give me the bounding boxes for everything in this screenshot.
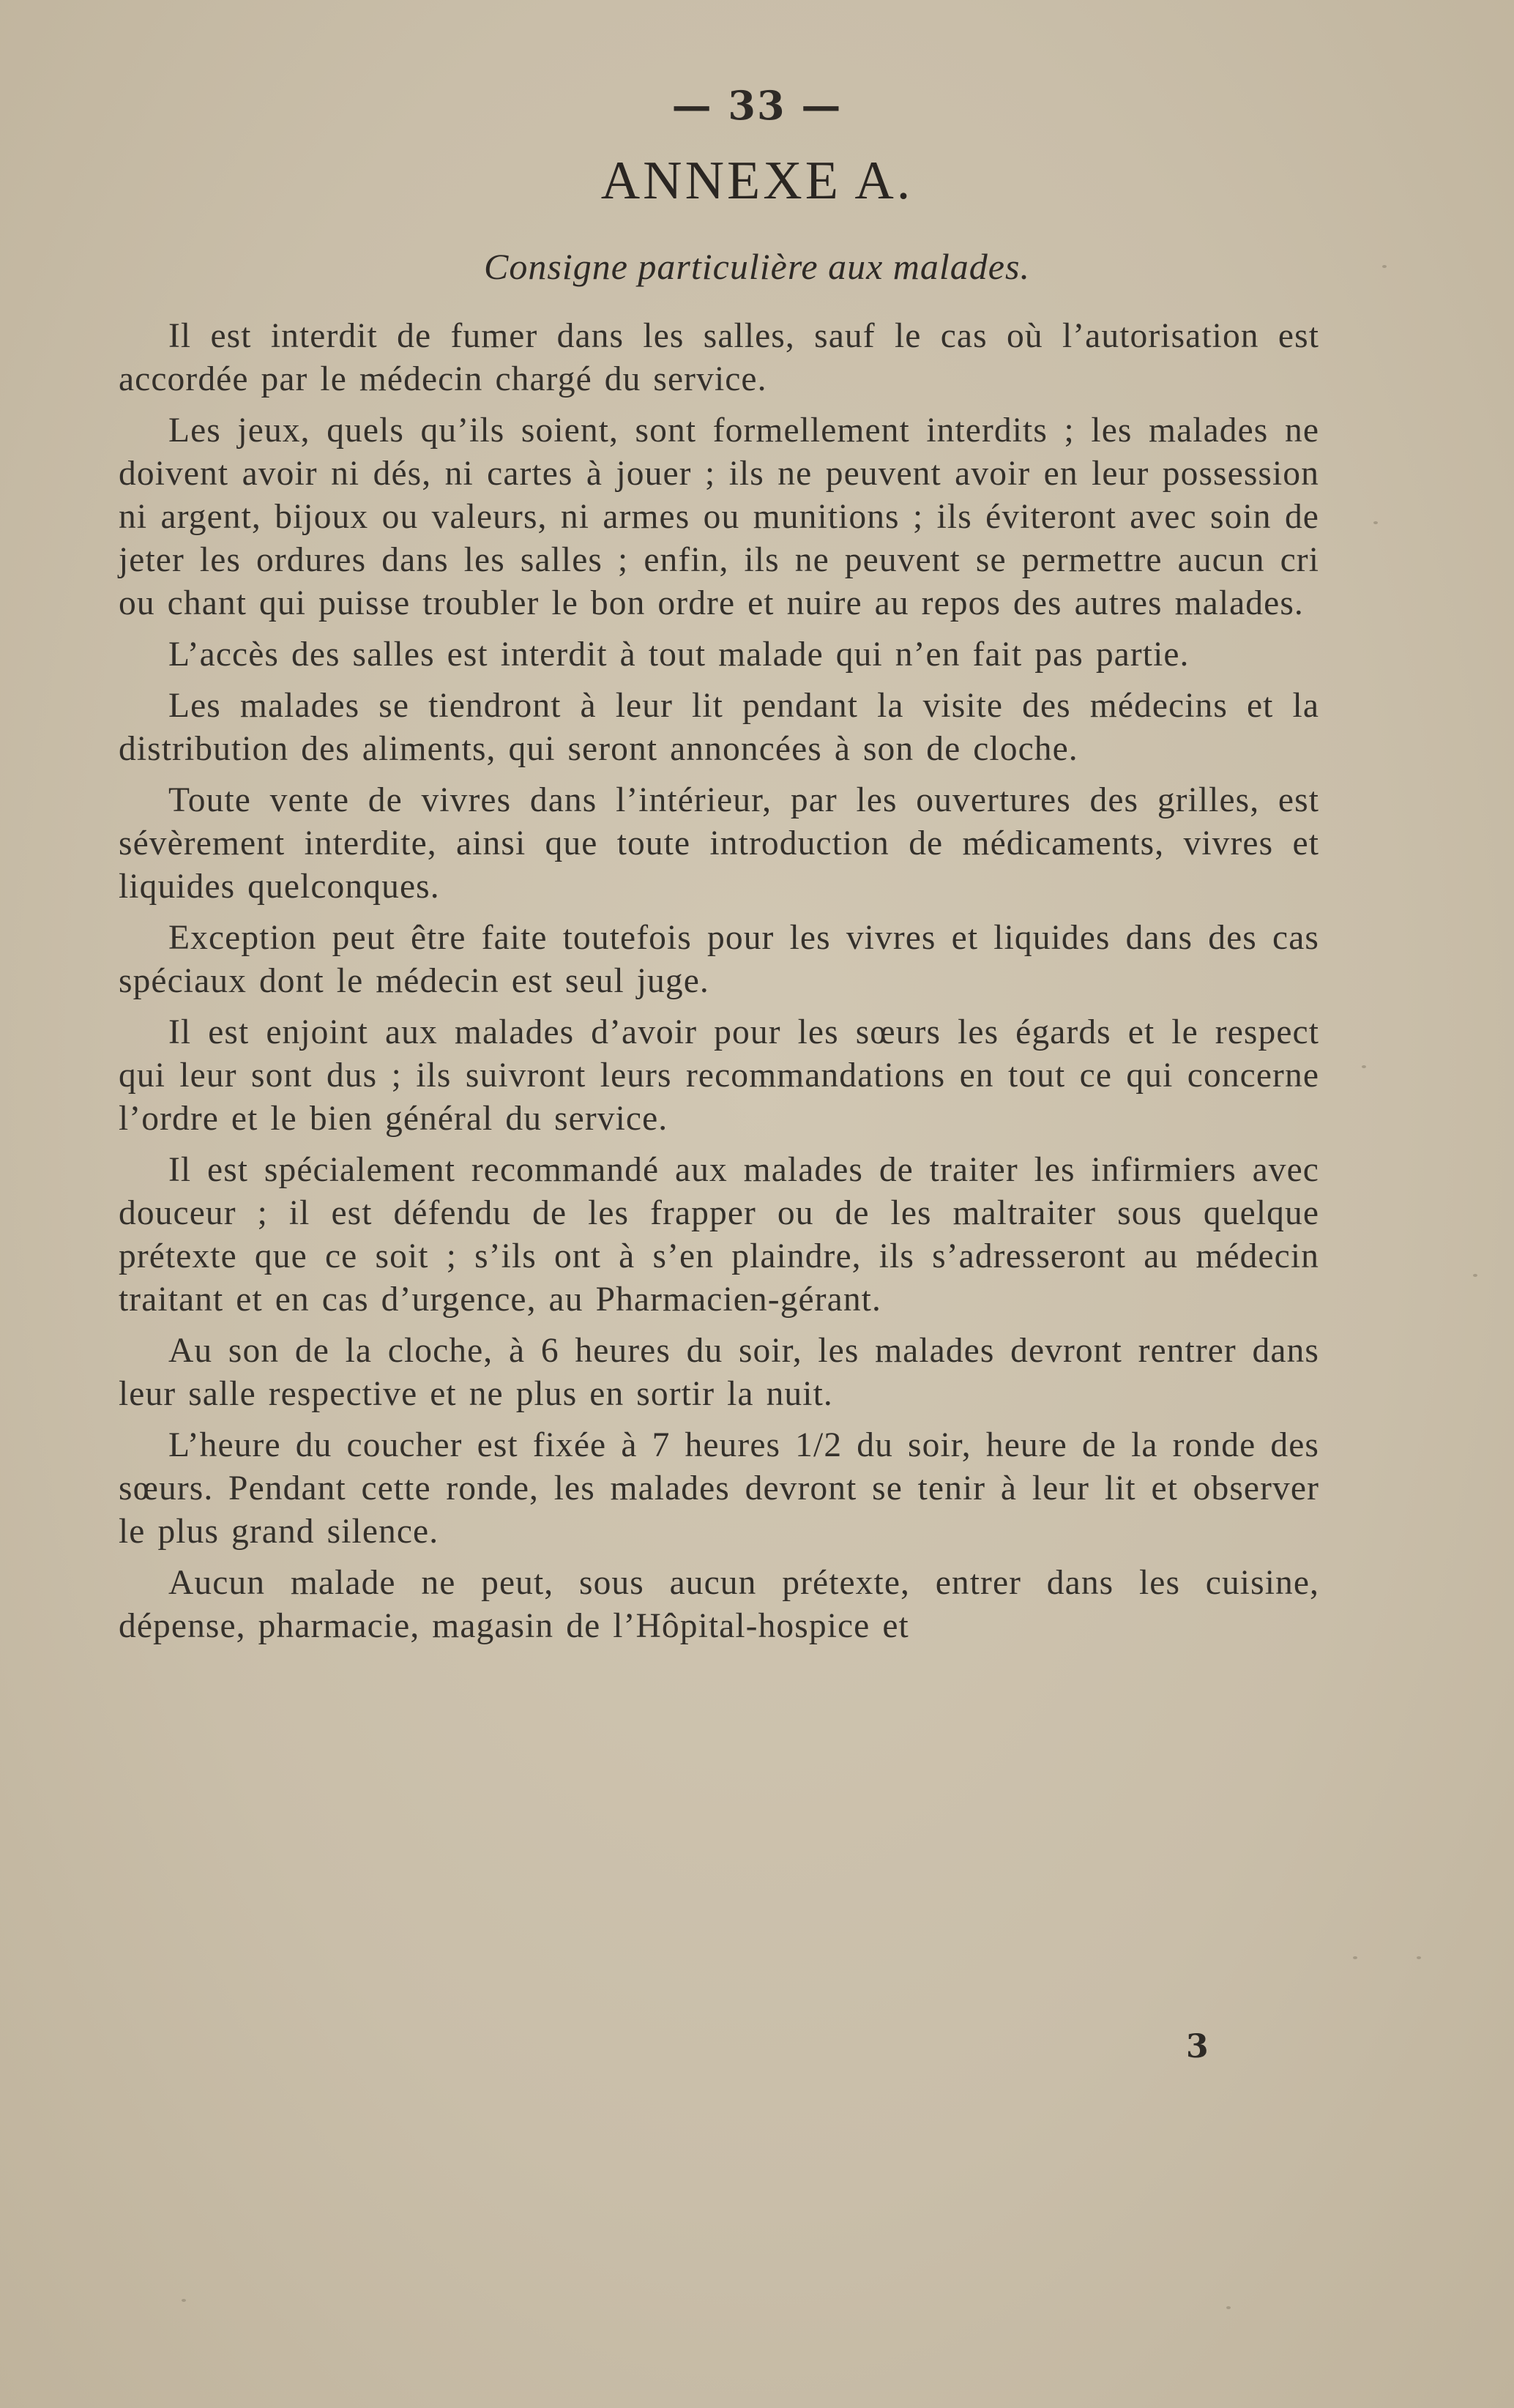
signature-mark: 3 xyxy=(1186,2028,1209,2065)
paper-speck xyxy=(1473,1274,1477,1277)
paragraph-smoking: Il est interdit de fumer dans les salles, sauf le cas où l’autorisation est accordée par le médecin chargé du service. xyxy=(119,317,1319,398)
paper-speck xyxy=(1382,265,1387,268)
page-number: — 33 — xyxy=(671,82,843,129)
body-text xyxy=(119,315,1319,1656)
paragraph-food-sale: Toute vente de vivres dans l’intérieur, par les ouvertures des grilles, est sévèrement interdite, ainsi que toute introduction de médicaments, vivres et liquides quelconques. xyxy=(119,781,1319,906)
page-title: ANNEXE A. xyxy=(600,151,914,211)
paper-speck xyxy=(1373,521,1378,524)
paper-speck xyxy=(1362,1065,1366,1068)
paper-speck xyxy=(182,2299,186,2302)
paragraph-bedtime: L’heure du coucher est fixée à 7 heures 1/2 du soir, heure de la ronde des sœurs. Pendant cette ronde, les malades devront se tenir à leur lit et observer le plus grand silence. xyxy=(119,1426,1319,1551)
paragraph-doctor-visit: Les malades se tiendront à leur lit pendant la visite des médecins et la distribution des aliments, qui seront annoncées à son de cloche. xyxy=(119,687,1319,768)
paragraph-evening-bell: Au son de la cloche, à 6 heures du soir, les malades devront rentrer dans leur salle respective et ne plus en sortir la nuit. xyxy=(119,1332,1319,1413)
paper-speck xyxy=(1226,2306,1231,2309)
paragraph-games: Les jeux, quels qu’ils soient, sont formellement interdits ; les malades ne doivent avoir ni dés, ni cartes à jouer ; ils ne peuvent avoir en leur possession ni argent, bijoux ou valeurs, ni armes ou munitions ; ils éviteront avec soin de jeter les ordures dans les salles ; enfin, ils ne peuvent se permettre aucun cri ou chant qui puisse troubler le bon ordre et nuire au repos des autres malades. xyxy=(119,411,1319,622)
paper-speck xyxy=(1353,1956,1357,1959)
paragraph-nurses: Il est spécialement recommandé aux malades de traiter les infirmiers avec douceur ; il est défendu de les frapper ou de les maltraiter sous quelque prétexte que ce soit ; s’ils ont à s’en plaindre, ils s’adresseront au médecin traitant et en cas d’urgence, au Pharmacien-gérant. xyxy=(119,1151,1319,1319)
paragraph-room-access: L’accès des salles est interdit à tout malade qui n’en fait pas partie. xyxy=(168,635,1190,674)
paragraph-sisters: Il est enjoint aux malades d’avoir pour les sœurs les égards et le respect qui leur sont dus ; ils suivront leurs recommandations en tout ce qui concerne l’ordre et le bien général du service. xyxy=(119,1013,1319,1138)
page-subtitle: Consigne particulière aux malades. xyxy=(484,246,1030,287)
paragraph-restricted-areas: Aucun malade ne peut, sous aucun prétexte, entrer dans les cuisine, dépense, pharmacie, magasin de l’Hôpital-hospice et xyxy=(119,1564,1319,1645)
paper-speck xyxy=(1417,1956,1421,1959)
paragraph-exception: Exception peut être faite toutefois pour les vivres et liquides dans des cas spéciaux dont le médecin est seul juge. xyxy=(119,919,1319,1000)
